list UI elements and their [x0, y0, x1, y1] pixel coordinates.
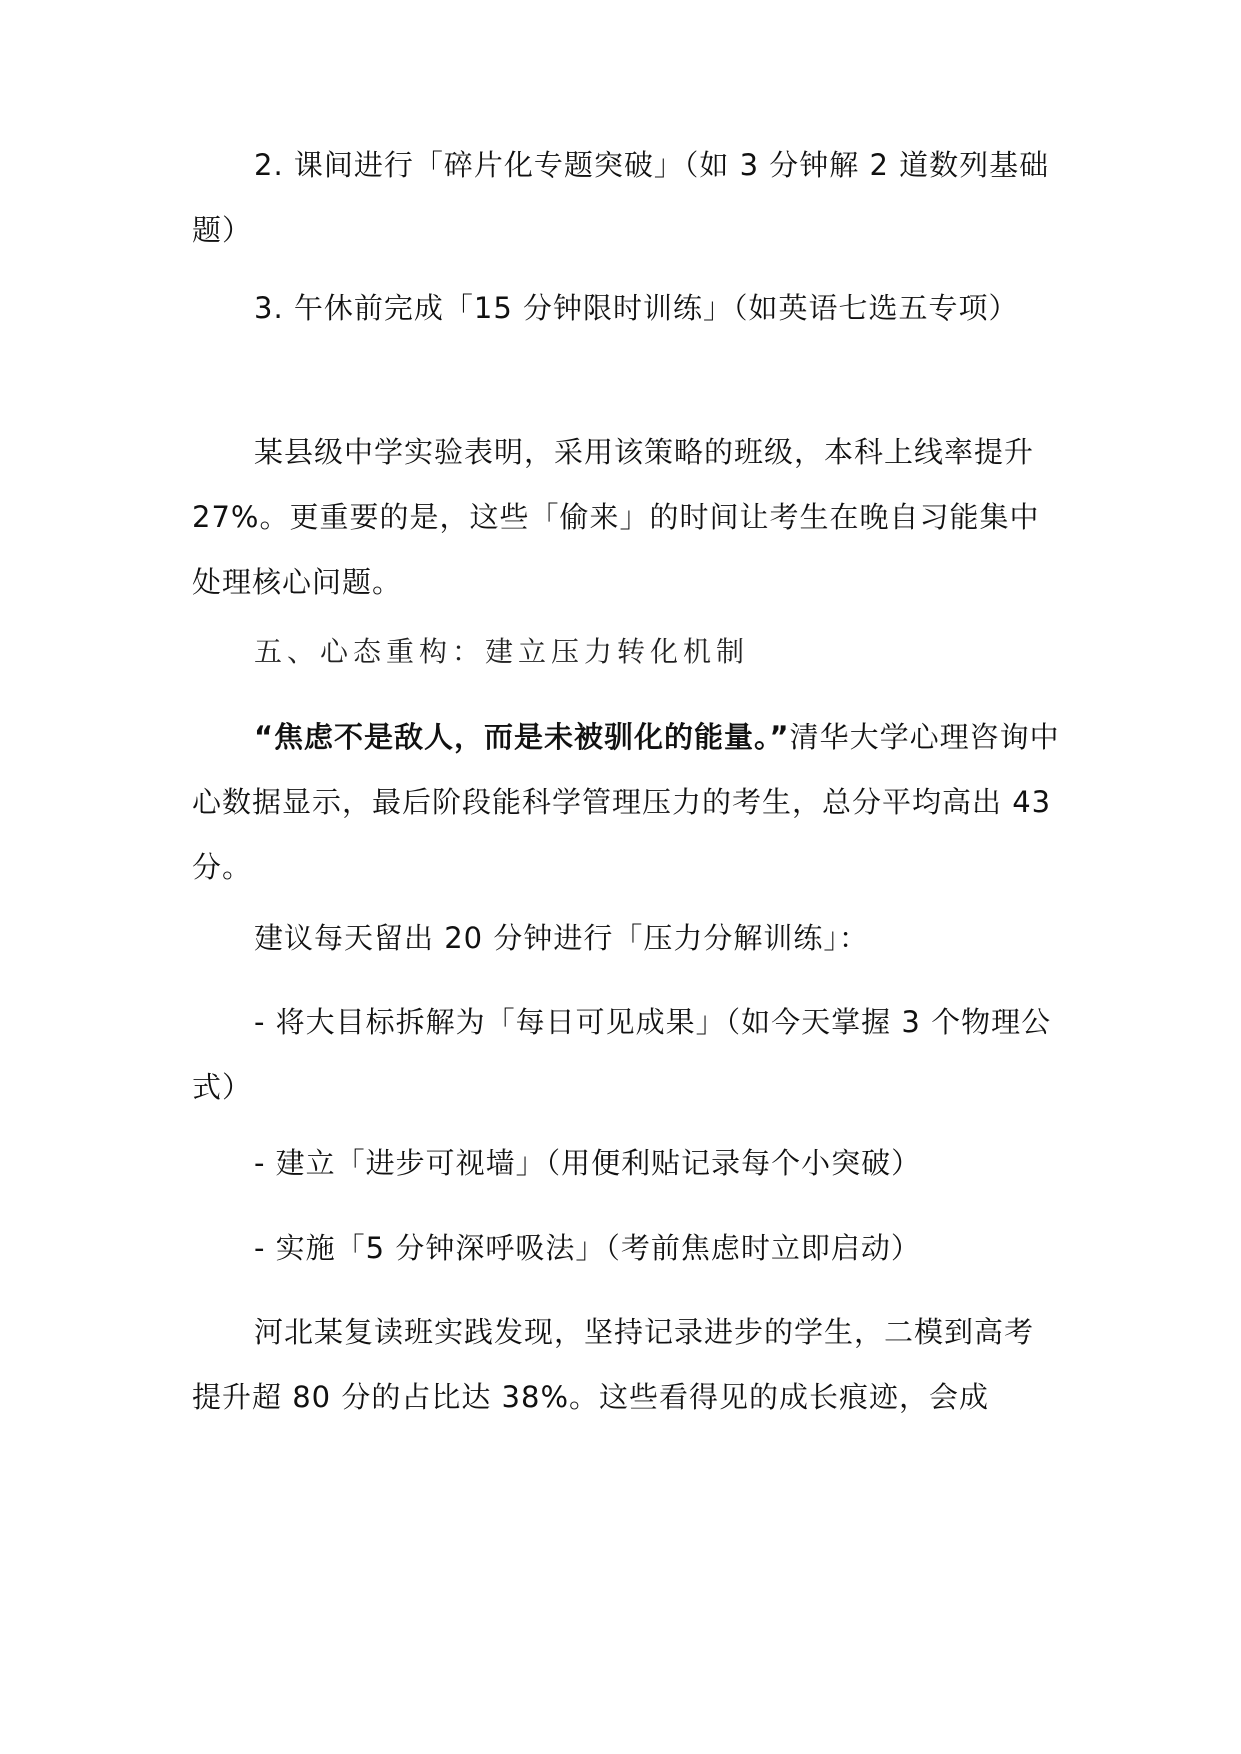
bullet-item-breathing: - 实施「5 分钟深呼吸法」（考前焦虑时立即启动） — [254, 1231, 921, 1265]
paragraph-suggestion: 建议每天留出 20 分钟进行「压力分解训练」： — [254, 921, 869, 955]
bullet-item-goal: - 将大目标拆解为「每日可见成果」（如今天掌握 3 个物理公式） — [192, 1005, 1052, 1104]
bullet-item-wall: - 建立「进步可视墙」（用便利贴记录每个小突破） — [254, 1146, 922, 1180]
quote-text: “焦虑不是敌人，而是未被驯化的能量。” — [254, 720, 790, 754]
paragraph-item-2: 2. 课间进行「碎片化专题突破」（如 3 分钟解 2 道数列基础题） — [192, 148, 1050, 247]
paragraph-result: 河北某复读班实践发现，坚持记录进步的学生，二模到高考提升超 80 分的占比达 38%。这些看得见的成长痕迹，会成 — [192, 1315, 1035, 1414]
paragraph-item-3: 3. 午休前完成「15 分钟限时训练」（如英语七选五专项） — [254, 291, 1019, 325]
quote-followup: 清华大学心理咨询中心数据显示，最后阶段能科学管理压力的考生，总分平均高出 43 分。 — [192, 720, 1060, 884]
paragraph-quote — [192, 705, 1062, 900]
paragraph-experiment: 某县级中学实验表明，采用该策略的班级，本科上线率提升 27%。更重要的是，这些「偷来」的时间让考生在晚自习能集中处理核心问题。 — [192, 435, 1040, 599]
section-heading: 五、心态重构：建立压力转化机制 — [254, 635, 750, 668]
